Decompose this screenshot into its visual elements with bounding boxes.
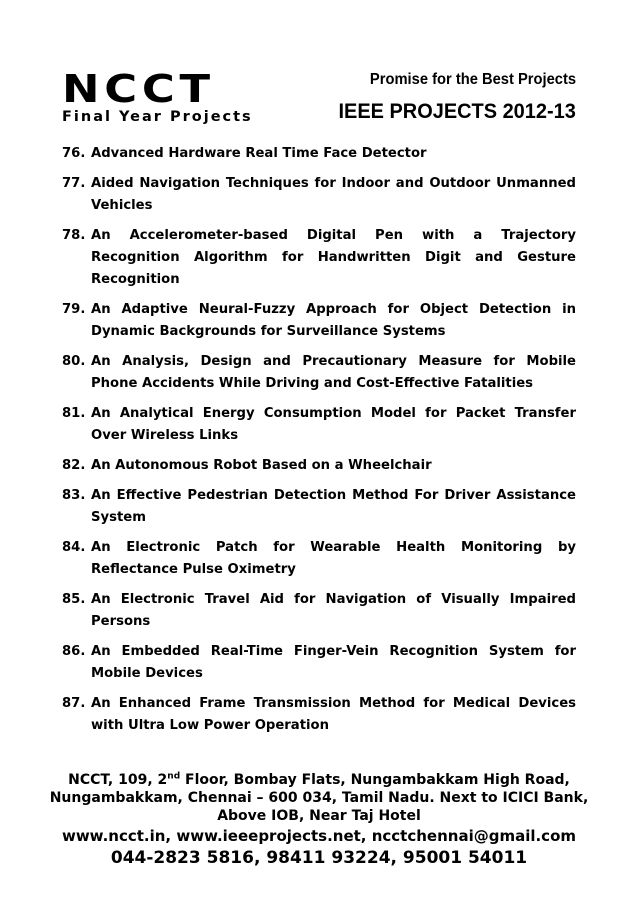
item-number: 83. (62, 488, 86, 503)
address-prefix: NCCT, 109, 2 (68, 772, 168, 788)
logo-subtitle: Final Year Projects (62, 109, 253, 125)
list-item (62, 693, 576, 737)
footer-web-contacts: www.ncct.in, www.ieeeprojects.net, ncctchennai@gmail.com (61, 827, 577, 845)
page-header (62, 67, 576, 132)
item-title: An Accelerometer-based Digital Pen with a Trajectory Recognition Algorithm for Handwritten Digit and Gesture Recognition (91, 228, 576, 287)
list-item (62, 589, 576, 633)
item-title: Advanced Hardware Real Time Face Detector (91, 146, 427, 161)
item-number: 84. (62, 540, 86, 555)
item-title: An Effective Pedestrian Detection Method For Driver Assistance System (91, 488, 576, 525)
footer-phone-numbers: 044-2823 5816, 98411 93224, 95001 54011 (110, 848, 528, 868)
item-title: An Enhanced Frame Transmission Method for Medical Devices with Ultra Low Power Operation (91, 696, 576, 733)
address-rest: Floor, Bombay Flats, Nungambakkam High Road, Nungambakkam, Chennai – 600 034, Tamil Nadu. Next to ICICI Bank, Above IOB, Near Taj Hotel (49, 772, 589, 824)
page-title: IEEE PROJECTS 2012-13 (338, 100, 576, 123)
item-title: Aided Navigation Techniques for Indoor and Outdoor Unmanned Vehicles (91, 176, 576, 213)
item-title: An Electronic Travel Aid for Navigation of Visually Impaired Persons (91, 592, 576, 629)
list-item (62, 143, 576, 165)
item-title: An Analysis, Design and Precautionary Measure for Mobile Phone Accidents While Driving and Cost-Effective Fatalities (91, 354, 576, 391)
page-footer (48, 771, 590, 869)
list-item (62, 299, 576, 343)
ncct-logo (62, 67, 253, 125)
item-title: An Autonomous Robot Based on a Wheelchair (91, 458, 432, 473)
item-number: 85. (62, 592, 86, 607)
item-number: 76. (62, 146, 86, 161)
item-number: 79. (62, 302, 86, 317)
list-item (62, 173, 576, 217)
address-ordinal: nd (167, 771, 181, 782)
item-number: 82. (62, 458, 86, 473)
footer-address (48, 771, 590, 825)
item-number: 77. (62, 176, 86, 191)
item-number: 87. (62, 696, 86, 711)
item-number: 81. (62, 406, 86, 421)
item-title: An Electronic Patch for Wearable Health Monitoring by Reflectance Pulse Oximetry (91, 540, 576, 577)
list-item (62, 403, 576, 447)
list-item (62, 225, 576, 291)
list-item (62, 455, 576, 477)
item-number: 86. (62, 644, 86, 659)
list-item (62, 485, 576, 529)
list-item (62, 641, 576, 685)
tagline: Promise for the Best Projects (369, 71, 576, 88)
item-number: 78. (62, 228, 86, 243)
list-item (62, 351, 576, 395)
logo-main-text: NCCT (62, 67, 215, 111)
list-item (62, 537, 576, 581)
item-title: An Adaptive Neural-Fuzzy Approach for Object Detection in Dynamic Backgrounds for Surveillance Systems (91, 302, 576, 339)
item-title: An Embedded Real-Time Finger-Vein Recognition System for Mobile Devices (91, 644, 576, 681)
item-title: An Analytical Energy Consumption Model for Packet Transfer Over Wireless Links (91, 406, 576, 443)
project-list (62, 143, 576, 745)
item-number: 80. (62, 354, 86, 369)
